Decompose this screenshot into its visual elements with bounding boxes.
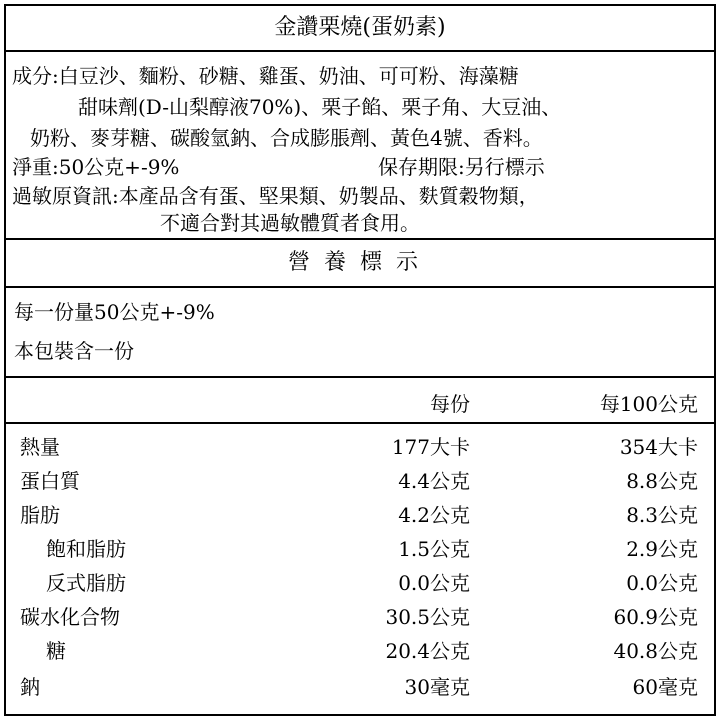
shelf-life: 保存期限:另行標示 — [378, 155, 545, 179]
value-per-serving: 20.4公克 — [385, 639, 470, 663]
nutrient-name: 鈉 — [20, 675, 40, 699]
table-row — [6, 634, 714, 668]
value-per-serving: 4.2公克 — [398, 503, 470, 527]
value-per-serving: 177大卡 — [391, 435, 470, 459]
nutrition-label — [4, 4, 716, 716]
table-row — [6, 498, 714, 532]
table-row — [6, 600, 714, 634]
nutrition-table — [6, 378, 714, 714]
ingredients-line-1: 成分:白豆沙、麵粉、砂糖、雞蛋、奶油、可可粉、海藻糖 — [12, 64, 519, 88]
table-header — [6, 378, 714, 424]
allergen-line-2: 不適合對其過敏體質者食用。 — [160, 211, 420, 235]
value-per-100g: 354大卡 — [619, 435, 698, 459]
value-per-serving: 0.0公克 — [398, 571, 470, 595]
nutrient-name: 糖 — [46, 639, 66, 663]
value-per-serving: 1.5公克 — [398, 537, 470, 561]
value-per-100g: 2.9公克 — [626, 537, 698, 561]
value-per-serving: 30.5公克 — [385, 605, 470, 629]
serving-size: 每一份量50公克+-9% — [14, 300, 215, 324]
nutrient-name: 熱量 — [20, 435, 60, 459]
serving-info — [6, 288, 714, 378]
nutrient-name: 蛋白質 — [20, 469, 80, 493]
nutrient-name: 飽和脂肪 — [46, 537, 126, 561]
nutrient-name: 脂肪 — [20, 503, 60, 527]
allergen-line-1: 過敏原資訊:本產品含有蛋、堅果類、奶製品、麩質穀物類， — [12, 184, 539, 208]
ingredients-line-3: 奶粉、麥芽糖、碳酸氫鈉、合成膨脹劑、黃色4號、香料。 — [30, 126, 543, 150]
table-row — [6, 532, 714, 566]
value-per-100g: 60.9公克 — [613, 605, 698, 629]
nutrient-name: 反式脂肪 — [46, 571, 126, 595]
value-per-serving: 30毫克 — [404, 675, 470, 699]
servings-per-package: 本包裝含一份 — [14, 339, 134, 363]
ingredients-section — [6, 52, 714, 240]
value-per-100g: 0.0公克 — [626, 571, 698, 595]
value-per-100g: 60毫克 — [632, 675, 698, 699]
value-per-100g: 40.8公克 — [613, 639, 698, 663]
table-row — [6, 430, 714, 464]
net-weight: 淨重:50公克+-9% — [12, 155, 180, 179]
value-per-100g: 8.8公克 — [626, 469, 698, 493]
ingredients-line-2: 甜味劑(D-山梨醇液70%)、栗子餡、栗子角、大豆油、 — [78, 95, 562, 119]
header-per-serving: 每份 — [430, 392, 470, 416]
nutrition-heading: 營養標示 — [6, 240, 714, 288]
table-row — [6, 670, 714, 704]
table-row — [6, 464, 714, 498]
header-per-100g: 每100公克 — [599, 392, 698, 416]
table-row — [6, 566, 714, 600]
nutrient-name: 碳水化合物 — [20, 605, 120, 629]
product-title: 金讚栗燒(蛋奶素) — [6, 6, 714, 52]
value-per-serving: 4.4公克 — [398, 469, 470, 493]
value-per-100g: 8.3公克 — [626, 503, 698, 527]
